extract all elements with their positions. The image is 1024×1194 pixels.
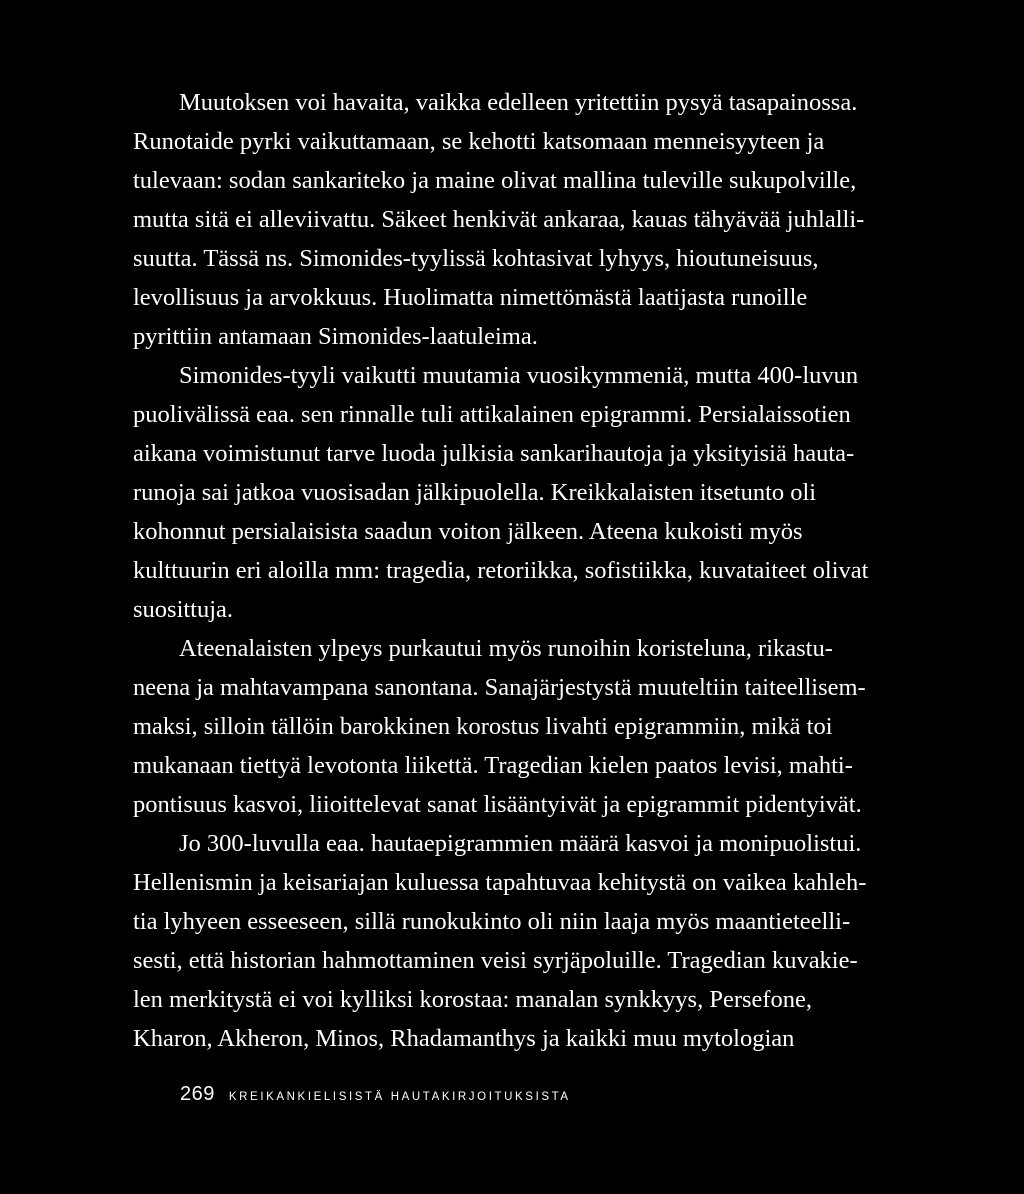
text-line: Runotaide pyrki vaikuttamaan, se kehotti katsomaan menneisyyteen ja [133, 128, 825, 155]
page-number: 269 [180, 1083, 215, 1105]
running-head: KREIKANKIELISISTÄ HAUTAKIRJOITUKSISTA [228, 1091, 571, 1103]
text-line: neena ja mahtavampana sanontana. Sanajärjestystä muuteltiin taiteellisem- [133, 674, 866, 701]
body-text [133, 83, 933, 1058]
text-line: pyrittiin antamaan Simonides-laatuleima. [133, 323, 538, 350]
text-line: sesti, että historian hahmottaminen veisi syrjäpoluille. Tragedian kuvakie- [133, 947, 858, 974]
text-line: tia lyhyeen esseeseen, sillä runokukinto oli niin laaja myös maantieteelli- [133, 908, 851, 935]
text-line: Muutoksen voi havaita, vaikka edelleen yritettiin pysyä tasapainossa. [179, 89, 858, 116]
text-line: maksi, silloin tällöin barokkinen korostus livahti epigrammiin, mikä toi [133, 713, 833, 740]
text-line: mukanaan tiettyä levotonta liikettä. Tragedian kielen paatos levisi, mahti- [133, 752, 853, 779]
text-line: Simonides-tyyli vaikutti muutamia vuosikymmeniä, mutta 400-luvun [179, 362, 859, 389]
text-line: puolivälissä eaa. sen rinnalle tuli attikalainen epigrammi. Persialaissotien [133, 401, 851, 428]
text-line: Kharon, Akheron, Minos, Rhadamanthys ja kaikki muu mytologian [133, 1025, 795, 1052]
text-line: Jo 300-luvulla eaa. hautaepigrammien määrä kasvoi ja monipuolistui. [179, 830, 862, 857]
text-line: mutta sitä ei alleviivattu. Säkeet henkivät ankaraa, kauas tähyävää juhlalli- [133, 206, 865, 233]
text-line: pontisuus kasvoi, liioittelevat sanat lisääntyivät ja epigrammit pidentyivät. [133, 791, 862, 818]
text-line: Ateenalaisten ylpeys purkautui myös runoihin koristeluna, rikastu- [179, 635, 833, 662]
text-line: suutta. Tässä ns. Simonides-tyylissä kohtasivat lyhyys, hioutuneisuus, [133, 245, 819, 272]
text-line: suosittuja. [133, 596, 234, 623]
text-line: Hellenismin ja keisariajan kuluessa tapahtuvaa kehitystä on vaikea kahleh- [133, 869, 867, 896]
text-line: kulttuurin eri aloilla mm: tragedia, retoriikka, sofistiikka, kuvataiteet olivat [133, 557, 869, 584]
text-line: len merkitystä ei voi kylliksi korostaa: manalan synkkyys, Persefone, [133, 986, 813, 1013]
page-footer [180, 1083, 571, 1106]
text-line: aikana voimistunut tarve luoda julkisia sankarihautoja ja yksityisiä hauta- [133, 440, 855, 467]
text-line: levollisuus ja arvokkuus. Huolimatta nimettömästä laatijasta runoille [133, 284, 808, 311]
text-line: kohonnut persialaisista saadun voiton jälkeen. Ateena kukoisti myös [133, 518, 803, 545]
text-line: runoja sai jatkoa vuosisadan jälkipuolella. Kreikkalaisten itsetunto oli [133, 479, 817, 506]
text-line: tulevaan: sodan sankariteko ja maine olivat mallina tuleville sukupolville, [133, 167, 857, 194]
